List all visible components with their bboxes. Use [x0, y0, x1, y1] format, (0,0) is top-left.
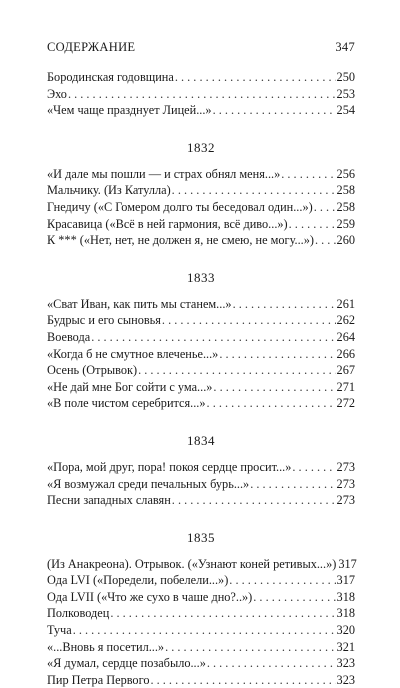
dot-leader	[162, 312, 336, 329]
dot-leader	[289, 216, 336, 233]
dot-leader	[213, 379, 335, 396]
toc-entry	[47, 589, 355, 606]
toc-section	[47, 270, 355, 412]
toc-entry-title: Будрыс и его сыновья	[47, 313, 161, 328]
dot-leader	[165, 639, 335, 656]
toc-section	[47, 433, 355, 509]
dot-leader	[150, 672, 335, 688]
toc-entry-title: Бородинская годовщина	[47, 70, 174, 84]
toc-entry-title: «Чем чаще празднует Лицей...»	[47, 103, 212, 118]
year-heading: 1832	[187, 139, 215, 155]
toc-entry	[47, 199, 355, 216]
toc-entry-page: 320	[336, 623, 355, 638]
dot-leader	[229, 572, 335, 589]
dot-leader	[207, 655, 336, 672]
toc-entry-page: 264	[336, 329, 355, 344]
dot-leader	[91, 329, 335, 346]
toc-entry-title: «В поле чистом серебрится...»	[47, 396, 206, 411]
toc-entry-title: Осень (Отрывок)	[47, 363, 138, 378]
toc-entry-page: 259	[336, 216, 355, 231]
dot-leader	[233, 296, 336, 313]
toc-entry	[47, 492, 355, 509]
table-of-contents	[47, 69, 355, 688]
toc-entry-page: 323	[336, 656, 355, 671]
toc-entry	[47, 296, 355, 313]
toc-entry	[47, 329, 355, 346]
toc-section	[47, 140, 355, 249]
toc-entry	[47, 232, 355, 249]
toc-entry-page: 318	[336, 589, 355, 604]
toc-entry-title: «Когда б не смутное влеченье...»	[47, 346, 219, 361]
dot-leader	[175, 69, 336, 86]
toc-entry-page: 250	[336, 70, 355, 84]
toc-entry-page: 321	[336, 639, 355, 654]
toc-entry-title: «Пора, мой друг, пора! покоя сердце просит...»	[47, 459, 292, 474]
dot-leader	[253, 589, 335, 606]
toc-entry-title: Красавица («Всё в ней гармония, всё диво...»)	[47, 216, 288, 231]
toc-entry	[47, 379, 355, 396]
toc-entry-title: «Я думал, сердце позабыло...»	[47, 656, 206, 671]
toc-entry-page: 258	[336, 183, 355, 198]
toc-entry-title: «Не дай мне Бог сойти с ума...»	[47, 379, 213, 394]
dot-leader	[292, 459, 335, 476]
toc-entry-page: 271	[336, 379, 355, 394]
toc-entry	[47, 362, 355, 379]
toc-entry-page: 261	[336, 296, 355, 311]
dot-leader	[110, 605, 335, 622]
toc-entry-page: 317	[338, 556, 357, 571]
toc-entry	[47, 312, 355, 329]
toc-entry-title: Ода LVII («Что же сухо в чаше дно?..»)	[47, 589, 253, 604]
toc-entry	[47, 556, 355, 573]
toc-entry-page: 266	[336, 346, 355, 361]
toc-entry	[47, 459, 355, 476]
toc-entry-page: 273	[336, 476, 355, 491]
dot-leader	[68, 86, 336, 103]
toc-entry	[47, 605, 355, 622]
toc-entry-title: Пир Петра Первого	[47, 672, 150, 687]
year-heading: 1834	[187, 432, 215, 448]
year-heading: 1833	[187, 269, 215, 285]
toc-entry	[47, 476, 355, 493]
toc-entry	[47, 166, 355, 183]
toc-entry-title: Воевода	[47, 329, 91, 344]
toc-entry-title: «Я возмужал среди печальных бурь...»	[47, 476, 250, 491]
year-heading: 1835	[187, 529, 215, 545]
running-head-title: СОДЕРЖАНИЕ	[47, 40, 136, 54]
toc-entry	[47, 655, 355, 672]
toc-entry-page: 260	[336, 233, 355, 248]
running-head	[47, 40, 355, 55]
toc-entry-title: К *** («Нет, нет, не должен я, не смею, не могу...»)	[47, 233, 314, 248]
dot-leader	[172, 492, 336, 509]
toc-entry	[47, 182, 355, 199]
dot-leader	[314, 199, 336, 216]
dot-leader	[73, 622, 336, 639]
toc-section	[47, 69, 355, 119]
toc-entry	[47, 86, 355, 103]
toc-entry-page: 258	[336, 199, 355, 214]
toc-entry	[47, 346, 355, 363]
dot-leader	[315, 232, 336, 249]
toc-entry	[47, 102, 355, 119]
toc-entry	[47, 216, 355, 233]
toc-entry-title: «И дале мы пошли — и страх обнял меня...»	[47, 166, 281, 181]
toc-entry	[47, 395, 355, 412]
toc-entry-title: Мальчику. (Из Катулла)	[47, 183, 171, 198]
toc-entry	[47, 672, 355, 688]
dot-leader	[281, 166, 335, 183]
page-number: 347	[335, 40, 355, 54]
toc-entry-page: 317	[336, 573, 355, 588]
toc-entry-page: 267	[336, 363, 355, 378]
toc-entry-title: Гнедичу («С Гомером долго ты беседовал один...»)	[47, 199, 313, 214]
toc-entry	[47, 69, 355, 86]
toc-entry-title: (Из Анакреона). Отрывок. («Узнают коней ретивых...»)	[47, 556, 337, 571]
toc-entry-title: Песни западных славян	[47, 493, 171, 508]
toc-entry-page: 254	[336, 103, 355, 118]
dot-leader	[207, 395, 336, 412]
toc-entry-page: 253	[336, 86, 355, 101]
toc-entry-title: «...Вновь я посетил...»	[47, 639, 165, 654]
toc-entry	[47, 639, 355, 656]
toc-entry-page: 273	[336, 493, 355, 508]
dot-leader	[250, 476, 335, 493]
toc-entry-title: Полководец	[47, 606, 110, 621]
toc-entry-page: 323	[336, 672, 355, 687]
toc-entry-page: 318	[336, 606, 355, 621]
dot-leader	[172, 182, 336, 199]
toc-entry-title: Туча	[47, 623, 72, 638]
toc-entry-page: 262	[336, 313, 355, 328]
toc-entry	[47, 622, 355, 639]
toc-entry-page: 256	[336, 166, 355, 181]
toc-section	[47, 530, 355, 688]
toc-entry-title: Эхо	[47, 86, 67, 101]
toc-entry-title: «Сват Иван, как пить мы станем...»	[47, 296, 232, 311]
toc-entry-page: 272	[336, 396, 355, 411]
toc-entry-page: 273	[336, 459, 355, 474]
dot-leader	[219, 346, 335, 363]
toc-entry-title: Ода LVI («Поредели, побелели...»)	[47, 573, 229, 588]
dot-leader	[138, 362, 335, 379]
dot-leader	[213, 102, 336, 119]
toc-entry	[47, 572, 355, 589]
